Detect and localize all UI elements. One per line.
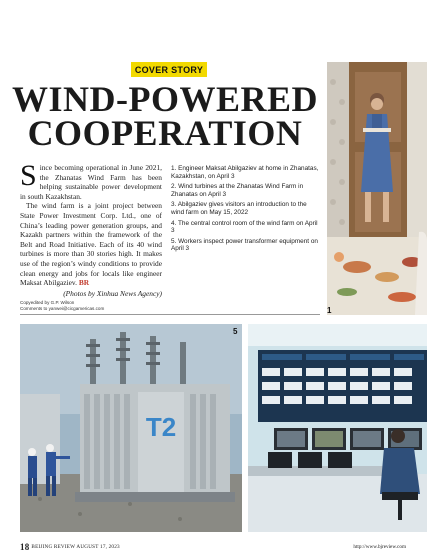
article-paragraph-2 [20, 201, 162, 287]
photo-engineer-at-home [327, 62, 427, 315]
publication-date: BEIJING REVIEW AUGUST 17, 2023 [31, 544, 120, 550]
article-paragraph-1 [20, 159, 162, 201]
photo-control-room [248, 324, 427, 532]
page-number: 18 [20, 542, 30, 552]
page-footer [20, 540, 406, 554]
article-body [20, 159, 162, 298]
headline [10, 79, 320, 153]
caption-5: 5. Workers inspect power transformer equipment on April 3 [171, 237, 318, 253]
paragraph-2-text: The wind farm is a joint project between State Power Investment Corp. Ltd., one of China’s leading power generation groups, and Kazakh partners within the framework of the Belt and Road Initiative. Each of its 40 wind turbines is more than 30 stories high. It makes use of the region’s windy conditions to provide clean energy and jobs for locals like engineer Maksat Abilgaziev. [20, 201, 162, 288]
headline-line-1: WIND-POWERED [11, 79, 318, 119]
photo-1-number: 1 [327, 306, 332, 315]
section-badge: COVER STORY [131, 62, 207, 77]
photo-transformer-inspection [20, 324, 242, 532]
transformer-label: T2 [145, 412, 177, 442]
photo-5-number: 5 [233, 327, 238, 336]
copyedit-note [20, 300, 320, 315]
footer-url: http://www.bjreview.com [353, 544, 406, 550]
caption-2: 2. Wind turbines at the Zhanatas Wind Farm in Zhanatas on April 3 [171, 183, 304, 198]
photo-captions [171, 165, 321, 256]
photo-engineer-at-home-image [327, 62, 427, 315]
caption-1: 1. Engineer Maksat Abilgaziev at home in Zhanatas, Kazakhstan, on April 3 [171, 165, 319, 180]
headline-line-2: COOPERATION [27, 113, 303, 153]
footer-left [20, 542, 120, 552]
end-mark: BR [78, 278, 90, 288]
copyedit-editor: Copyedited by G.P. Wilson [20, 300, 75, 305]
drop-cap: S [20, 159, 37, 192]
photo-transformer-image [20, 324, 242, 532]
photo-control-room-image [248, 324, 427, 532]
caption-3: 3. Abilgaziev gives visitors an introduction to the wind farm on May 15, 2022 [171, 201, 307, 216]
paragraph-1-text: ince becoming operational in June 2021, the Zhanatas Wind Farm has been helping sustainable power development in south Kazakhstan. [20, 163, 162, 201]
photo-credit: (Photos by Xinhua News Agency) [63, 288, 162, 298]
caption-4: 4. The central control room of the wind farm on April 3 [171, 219, 318, 235]
copyedit-contact: Comments to yanwei@cicgamericas.com [20, 305, 105, 311]
